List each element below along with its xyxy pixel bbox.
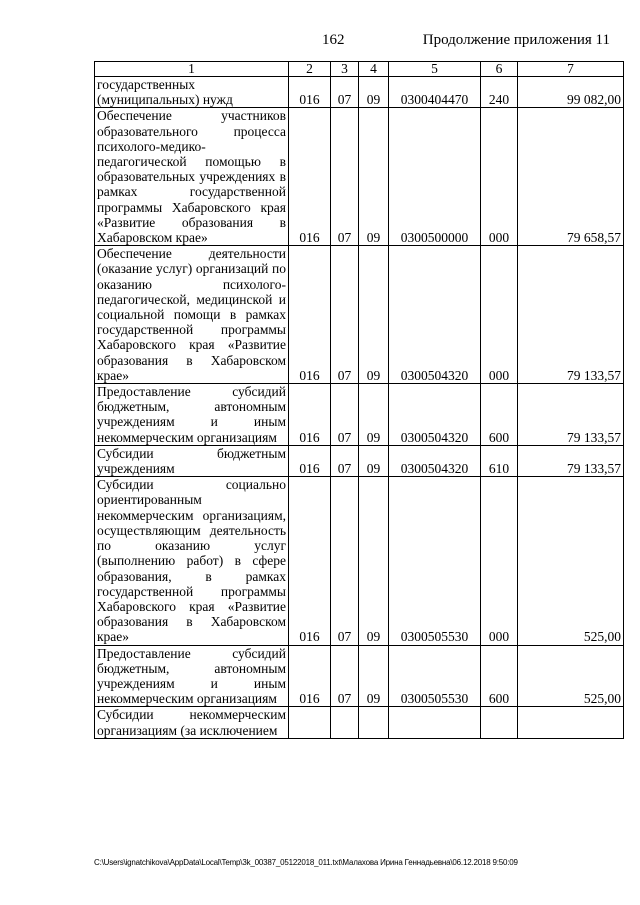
table-row bbox=[95, 246, 624, 384]
row-code-2: 016 bbox=[289, 645, 331, 707]
table-header-row bbox=[95, 62, 624, 77]
row-name: Предоставление субсидий бюджетным, автономным учреждениям и иным некоммерческим организациям bbox=[95, 384, 289, 446]
budget-table bbox=[94, 61, 624, 739]
column-header-3: 3 bbox=[331, 62, 359, 77]
row-code-4: 09 bbox=[359, 645, 389, 707]
row-code-3: 07 bbox=[331, 77, 359, 108]
row-code-4: 09 bbox=[359, 384, 389, 446]
row-code-6: 600 bbox=[481, 384, 518, 446]
column-header-1: 1 bbox=[95, 62, 289, 77]
row-code-5: 0300504320 bbox=[389, 384, 481, 446]
row-name: Обеспечение участников образовательного процесса психолого-медико-педагогической помощью в образовательных учреждениях в рамках государственной программы Хабаровского края «Развитие образования в Хабаровском крае» bbox=[95, 108, 289, 246]
row-name: Предоставление субсидий бюджетным, автономным учреждениям и иным некоммерческим организациям bbox=[95, 645, 289, 707]
row-code-2: 016 bbox=[289, 108, 331, 246]
row-code-6: 000 bbox=[481, 477, 518, 645]
row-code-4: 09 bbox=[359, 77, 389, 108]
page-number: 162 bbox=[322, 32, 345, 48]
column-header-5: 5 bbox=[389, 62, 481, 77]
table-row bbox=[95, 77, 624, 108]
table-row bbox=[95, 108, 624, 246]
row-name: Субсидии некоммерческим организациям (за исключением bbox=[95, 707, 289, 738]
row-code-4: 09 bbox=[359, 477, 389, 645]
row-amount: 79 133,57 bbox=[518, 445, 624, 476]
row-name: Обеспечение деятельности (оказание услуг) организаций по оказанию психолого-педагогической, медицинской и социальной помощи в рамках государственной программы Хабаровского края «Развитие образования в Хабаровском крае» bbox=[95, 246, 289, 384]
row-code-2: 016 bbox=[289, 77, 331, 108]
row-amount: 525,00 bbox=[518, 645, 624, 707]
table-row bbox=[95, 645, 624, 707]
row-amount: 99 082,00 bbox=[518, 77, 624, 108]
table-row bbox=[95, 445, 624, 476]
row-code-6 bbox=[481, 707, 518, 738]
row-code-3: 07 bbox=[331, 108, 359, 246]
row-code-5: 0300500000 bbox=[389, 108, 481, 246]
row-code-5: 0300505530 bbox=[389, 477, 481, 645]
column-header-7: 7 bbox=[518, 62, 624, 77]
column-header-4: 4 bbox=[359, 62, 389, 77]
file-path-footer: C:\Users\ignatchikova\AppData\Local\Temp\3k_00387_05122018_011.txt\Малахова Ирина Геннадьевна\06.12.2018 9:50:09 bbox=[94, 858, 518, 867]
table-row bbox=[95, 477, 624, 645]
row-code-2 bbox=[289, 707, 331, 738]
row-code-4 bbox=[359, 707, 389, 738]
row-amount: 79 133,57 bbox=[518, 384, 624, 446]
row-code-4: 09 bbox=[359, 445, 389, 476]
column-header-6: 6 bbox=[481, 62, 518, 77]
row-amount: 525,00 bbox=[518, 477, 624, 645]
row-code-3: 07 bbox=[331, 384, 359, 446]
row-code-2: 016 bbox=[289, 477, 331, 645]
column-header-2: 2 bbox=[289, 62, 331, 77]
row-code-6: 240 bbox=[481, 77, 518, 108]
row-code-2: 016 bbox=[289, 445, 331, 476]
row-code-6: 000 bbox=[481, 108, 518, 246]
row-code-4: 09 bbox=[359, 246, 389, 384]
row-amount: 79 133,57 bbox=[518, 246, 624, 384]
table-row bbox=[95, 707, 624, 738]
row-code-4: 09 bbox=[359, 108, 389, 246]
row-name: Субсидии социально ориентированным некоммерческим организациям, осуществляющим деятельность по оказанию услуг (выполнению работ) в сфере образования, в рамках государственной программы Хабаровского края «Развитие образования в Хабаровском крае» bbox=[95, 477, 289, 645]
row-code-3 bbox=[331, 707, 359, 738]
row-code-3: 07 bbox=[331, 477, 359, 645]
continuation-label: Продолжение приложения 11 bbox=[422, 32, 610, 48]
table-row bbox=[95, 384, 624, 446]
row-code-5: 0300505530 bbox=[389, 645, 481, 707]
row-name: государственных (муниципальных) нужд bbox=[95, 77, 289, 108]
row-code-6: 610 bbox=[481, 445, 518, 476]
row-amount: 79 658,57 bbox=[518, 108, 624, 246]
row-amount bbox=[518, 707, 624, 738]
row-code-3: 07 bbox=[331, 445, 359, 476]
row-code-5: 0300404470 bbox=[389, 77, 481, 108]
row-code-6: 600 bbox=[481, 645, 518, 707]
row-code-3: 07 bbox=[331, 645, 359, 707]
row-code-3: 07 bbox=[331, 246, 359, 384]
row-code-2: 016 bbox=[289, 246, 331, 384]
row-code-5: 0300504320 bbox=[389, 246, 481, 384]
row-code-5 bbox=[389, 707, 481, 738]
row-code-5: 0300504320 bbox=[389, 445, 481, 476]
row-code-2: 016 bbox=[289, 384, 331, 446]
row-code-6: 000 bbox=[481, 246, 518, 384]
row-name: Субсидии бюджетным учреждениям bbox=[95, 445, 289, 476]
